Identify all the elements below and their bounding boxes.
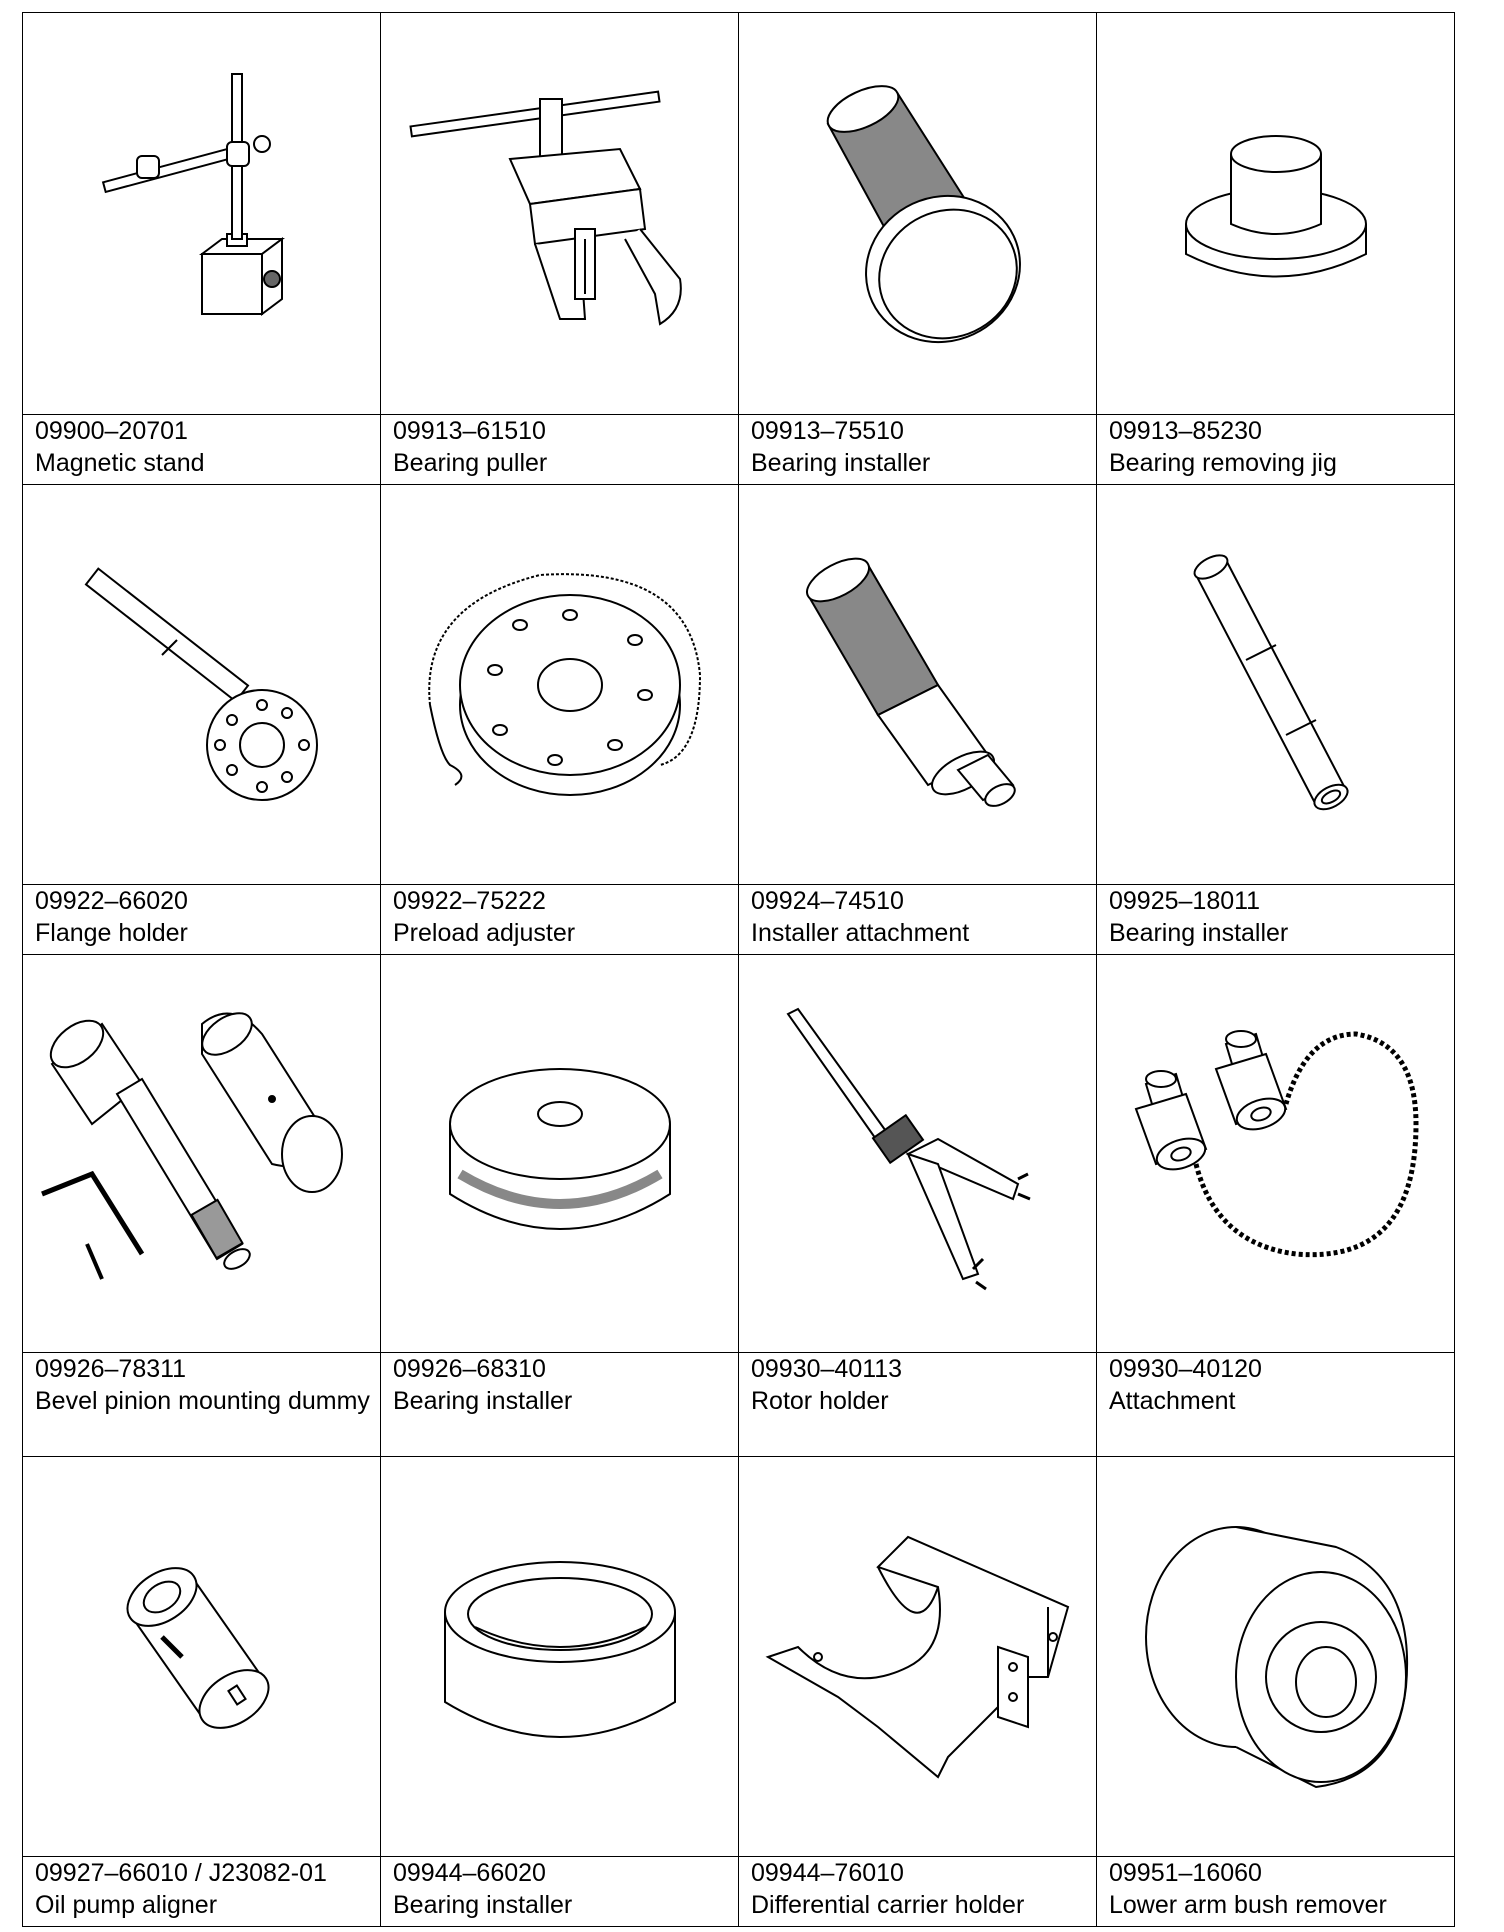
- bearing-installer-shaft-icon: [1176, 545, 1376, 825]
- part-number: 09944–76010: [751, 1859, 904, 1887]
- part-number: 09930–40120: [1109, 1355, 1262, 1383]
- bearing-puller-icon: [410, 79, 710, 349]
- tool-name: Lower arm bush remover: [1109, 1891, 1387, 1919]
- tool-cell-image: [1097, 13, 1455, 415]
- tool-name: Flange holder: [35, 919, 188, 947]
- bevel-pinion-dummy-icon: [32, 1004, 372, 1304]
- part-number: 09925–18011: [1109, 887, 1261, 915]
- preload-adjuster-icon: [410, 555, 710, 815]
- tool-name: Bearing installer: [751, 449, 931, 477]
- tool-name: Installer attachment: [751, 919, 970, 947]
- tool-label: [1097, 415, 1455, 485]
- tool-cell-image: [739, 955, 1097, 1353]
- tool-label: [381, 1857, 739, 1927]
- oil-pump-aligner-icon: [122, 1567, 282, 1747]
- tool-label: [23, 1857, 381, 1927]
- tool-cell-image: [1097, 1457, 1455, 1857]
- part-number: 09913–85230: [1109, 417, 1262, 445]
- tool-name: Bearing installer: [1109, 919, 1289, 947]
- part-number: 09951–16060: [1109, 1859, 1262, 1887]
- bearing-installer-disc-icon: [440, 1044, 680, 1264]
- rotor-holder-icon: [768, 1004, 1068, 1304]
- part-number: 09913–61510: [393, 417, 546, 445]
- part-number: 09924–74510: [751, 887, 904, 915]
- bearing-removing-jig-icon: [1176, 129, 1376, 299]
- part-number: 09922–66020: [35, 887, 188, 915]
- tool-label: [23, 1353, 381, 1457]
- tool-name: Bearing installer: [393, 1891, 573, 1919]
- tool-name: Bearing installer: [393, 1387, 573, 1415]
- tool-label: [739, 1857, 1097, 1927]
- tool-label: [381, 415, 739, 485]
- attachment-icon: [1116, 1024, 1436, 1284]
- tool-name: Attachment: [1109, 1387, 1236, 1415]
- bearing-installer-icon: [808, 84, 1028, 344]
- tool-name: Differential carrier holder: [751, 1891, 1025, 1919]
- tool-label: [739, 1353, 1097, 1457]
- tool-cell-image: [381, 955, 739, 1353]
- part-number: 09944–66020: [393, 1859, 546, 1887]
- tool-name: Magnetic stand: [35, 449, 205, 477]
- installer-attachment-icon: [788, 555, 1048, 815]
- tool-cell-image: [23, 13, 381, 415]
- flange-holder-icon: [72, 565, 332, 805]
- tool-label: [1097, 885, 1455, 955]
- special-tools-table: [22, 12, 1455, 1927]
- tool-cell-image: [23, 955, 381, 1353]
- tool-label: [739, 885, 1097, 955]
- tool-cell-image: [381, 485, 739, 885]
- tool-label: [1097, 1353, 1455, 1457]
- tool-name: Bearing puller: [393, 449, 548, 477]
- tool-name: Bearing removing jig: [1109, 449, 1337, 477]
- tool-cell-image: [381, 1457, 739, 1857]
- part-number: 09927–66010 / J23082-01: [35, 1859, 327, 1887]
- part-number: 09913–75510: [751, 417, 904, 445]
- tool-name: Bevel pinion mounting dummy: [35, 1387, 370, 1415]
- part-number: 09926–68310: [393, 1355, 546, 1383]
- part-number: 09922–75222: [393, 887, 546, 915]
- part-number: 09930–40113: [751, 1355, 903, 1383]
- tool-name: Rotor holder: [751, 1387, 889, 1415]
- tool-label: [1097, 1857, 1455, 1927]
- tool-cell-image: [739, 1457, 1097, 1857]
- tool-label: [23, 885, 381, 955]
- tool-label: [381, 885, 739, 955]
- tool-cell-image: [1097, 955, 1455, 1353]
- tool-cell-image: [1097, 485, 1455, 885]
- tool-cell-image: [23, 1457, 381, 1857]
- tool-label: [23, 415, 381, 485]
- bearing-installer-ring-icon: [435, 1552, 685, 1762]
- tool-label: [381, 1353, 739, 1457]
- tool-name: Preload adjuster: [393, 919, 576, 947]
- differential-carrier-holder-icon: [758, 1527, 1078, 1787]
- tool-cell-image: [739, 485, 1097, 885]
- tool-cell-image: [23, 485, 381, 885]
- tool-name: Oil pump aligner: [35, 1891, 218, 1919]
- lower-arm-bush-remover-icon: [1136, 1517, 1416, 1797]
- tool-cell-image: [381, 13, 739, 415]
- part-number: 09926–78311: [35, 1355, 187, 1383]
- part-number: 09900–20701: [35, 417, 188, 445]
- magnetic-stand-icon: [82, 64, 322, 364]
- tool-label: [739, 415, 1097, 485]
- tool-cell-image: [739, 13, 1097, 415]
